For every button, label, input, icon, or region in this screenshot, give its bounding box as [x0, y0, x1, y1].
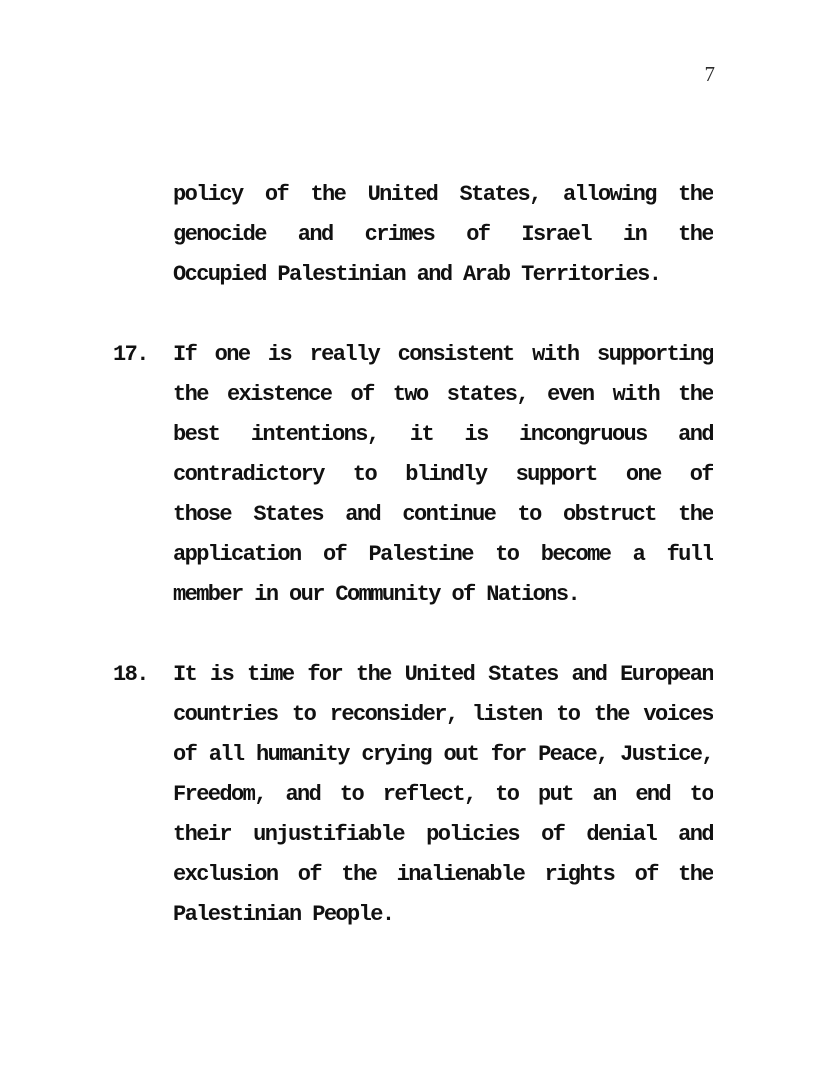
text-line: their unjustifiable policies of denial and	[173, 822, 713, 847]
paragraph	[113, 175, 713, 295]
text-line: those States and continue to obstruct the	[173, 502, 713, 527]
paragraph	[113, 655, 713, 935]
text-line: genocide and crimes of Israel in the	[173, 222, 713, 247]
text-line: contradictory to blindly support one of	[173, 462, 713, 487]
paragraph-number: 17.	[113, 342, 148, 367]
text-line: member in our Community of Nations.	[173, 582, 580, 607]
text-line: If one is really consistent with supporting	[173, 342, 713, 367]
text-line: application of Palestine to become a full	[173, 542, 713, 567]
text-line: policy of the United States, allowing the	[173, 182, 713, 207]
text-line: of all humanity crying out for Peace, Justice,	[173, 742, 713, 767]
text-line: exclusion of the inalienable rights of the	[173, 862, 713, 887]
text-line: Freedom, and to reflect, to put an end to	[173, 782, 713, 807]
page-number: 7	[704, 62, 715, 86]
paragraph	[113, 335, 713, 615]
text-line: best intentions, it is incongruous and	[173, 422, 713, 447]
text-line: It is time for the United States and European	[173, 662, 713, 687]
document-body	[113, 175, 713, 935]
text-line: Occupied Palestinian and Arab Territories.	[173, 262, 661, 287]
paragraph-number: 18.	[113, 662, 148, 687]
text-line: the existence of two states, even with the	[173, 382, 713, 407]
text-line: countries to reconsider, listen to the voices	[173, 702, 713, 727]
text-line: Palestinian People.	[173, 902, 394, 927]
